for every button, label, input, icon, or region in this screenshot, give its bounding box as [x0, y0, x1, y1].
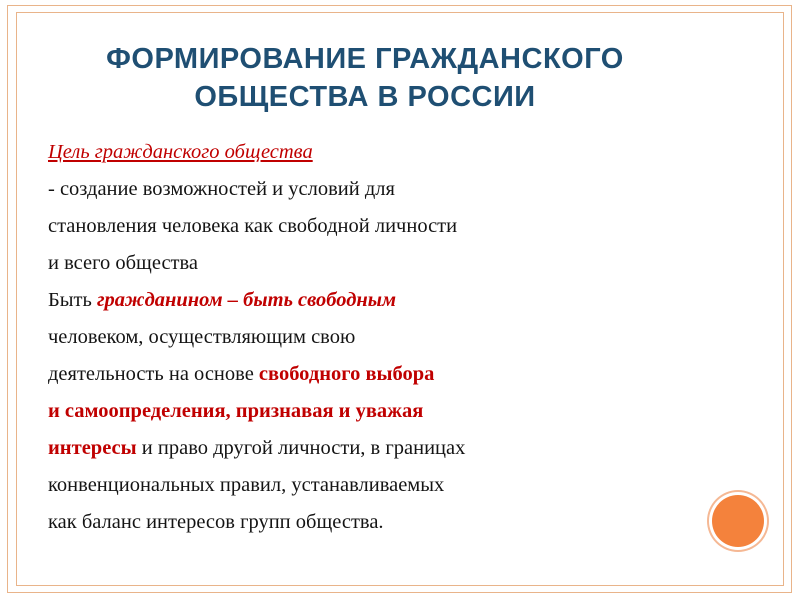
body-line-8-text: и право другой личности, в границах — [136, 437, 466, 459]
goal-heading-line — [48, 141, 313, 164]
body-line-5: человеком, осуществляющим свою — [48, 326, 356, 348]
body-line-1: - создание возможностей и условий для — [48, 178, 395, 200]
body-line-4-text: Быть — [48, 289, 97, 311]
interests-highlight: интересы — [48, 437, 137, 459]
body-line-8 — [48, 437, 465, 460]
slide-title — [30, 40, 700, 116]
body-line-6-text: деятельность на основе — [48, 363, 259, 385]
goal-heading: Цель гражданского общества — [48, 141, 313, 163]
free-choice-highlight: свободного выбора — [258, 363, 435, 385]
body-line-6 — [48, 363, 434, 386]
body-line-10: как баланс интересов групп общества. — [48, 511, 384, 533]
title-line-1: ФОРМИРОВАНИЕ ГРАЖДАНСКОГО — [106, 43, 624, 75]
body-line-2: становления человека как свободной личности — [48, 215, 458, 237]
title-line-2: ОБЩЕСТВА В РОССИИ — [194, 81, 536, 113]
body-line-7-highlight: и самоопределения, признавая и уважая — [48, 400, 424, 422]
citizen-free-highlight: гражданином – быть свободным — [96, 289, 397, 311]
body-line-9: конвенциональных правил, устанавливаемых — [48, 474, 445, 496]
body-line-3: и всего общества — [48, 252, 199, 274]
orange-circle-icon — [712, 495, 764, 547]
body-line-4 — [48, 289, 396, 312]
